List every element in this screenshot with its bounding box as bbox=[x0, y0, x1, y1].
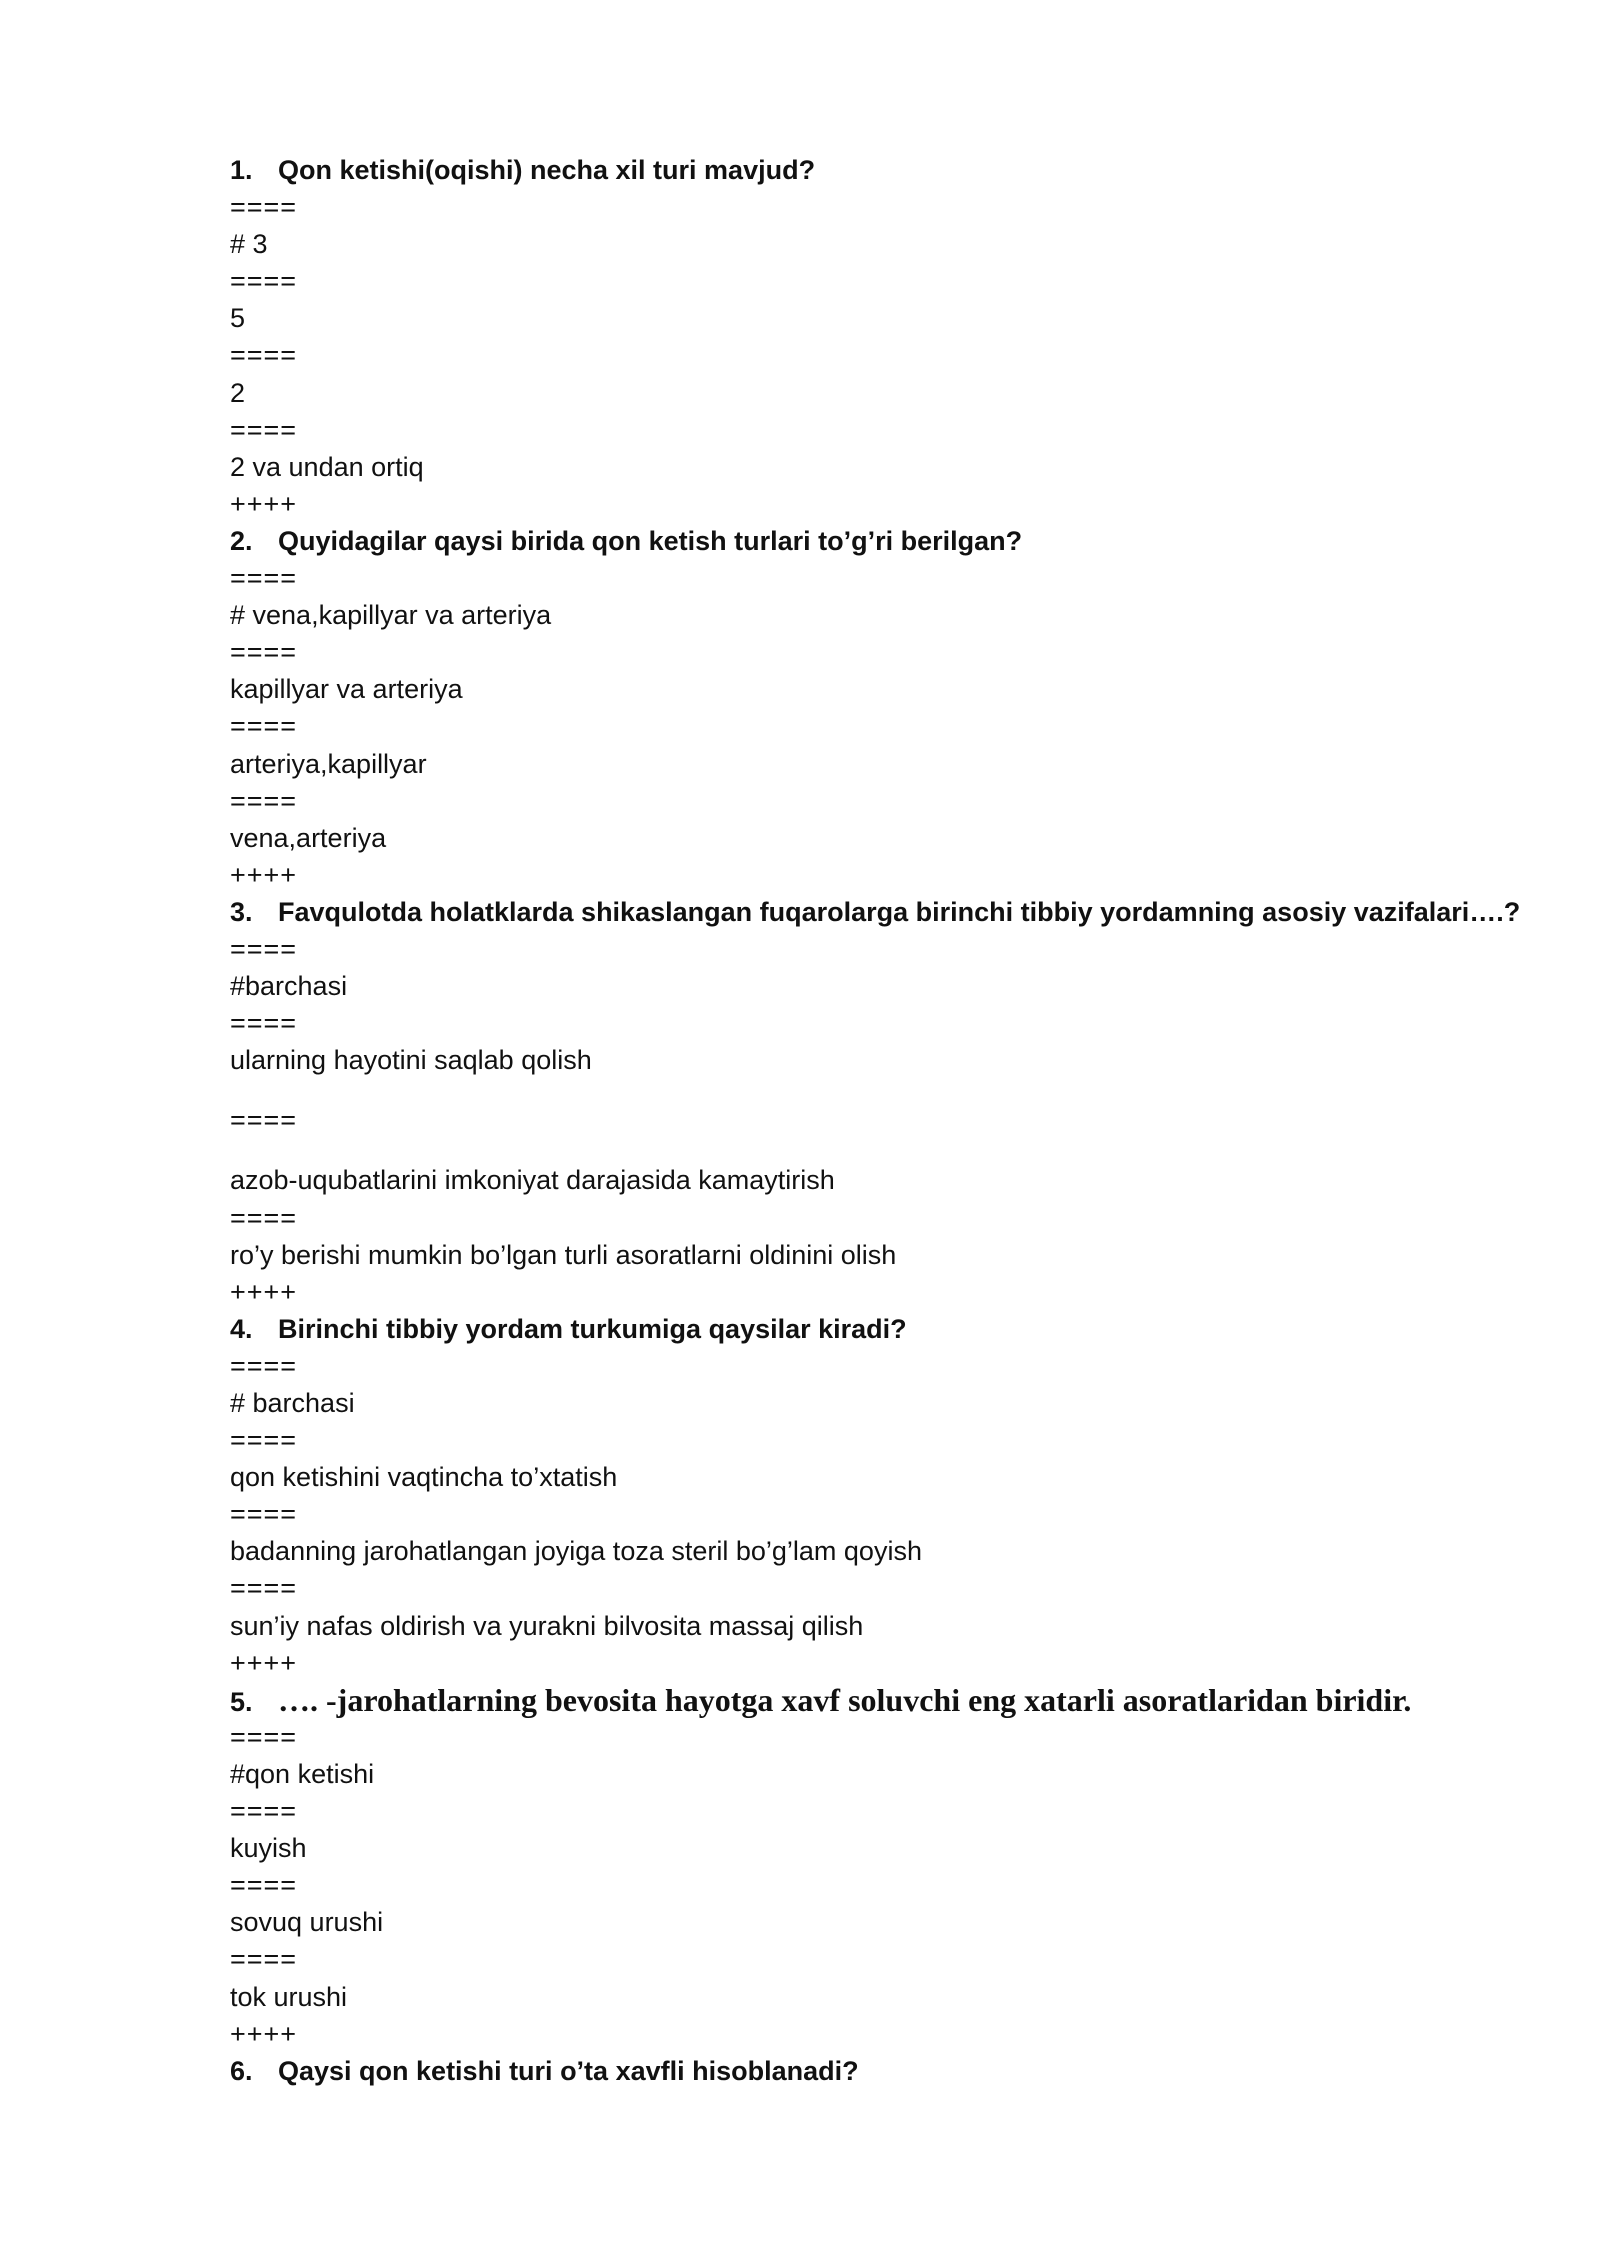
answer-option: kapillyar va arteriya bbox=[230, 674, 463, 705]
answer-option: sovuq urushi bbox=[230, 1907, 384, 1938]
answer-option: badanning jarohatlangan joyiga toza steril bo’g’lam qoyish bbox=[230, 1536, 922, 1567]
question-text: Qaysi qon ketishi turi o’ta xavfli hisoblanadi? bbox=[278, 2055, 859, 2086]
question-1 bbox=[230, 152, 1470, 189]
question-number: 5. bbox=[230, 1686, 253, 1717]
end-marker: ++++ bbox=[230, 488, 298, 519]
separator: ==== bbox=[230, 1796, 298, 1827]
separator: ==== bbox=[230, 1944, 298, 1975]
question-text: Quyidagilar qaysi birida qon ketish turlari to’g’ri berilgan? bbox=[278, 525, 1023, 556]
separator: ==== bbox=[230, 340, 298, 371]
answer-option: azob-uqubatlarini imkoniyat darajasida kamaytirish bbox=[230, 1165, 835, 1196]
answer-option: kuyish bbox=[230, 1833, 307, 1864]
answer-option: qon ketishini vaqtincha to’xtatish bbox=[230, 1462, 618, 1493]
answer-option: 5 bbox=[230, 303, 246, 334]
separator: ==== bbox=[230, 1202, 298, 1233]
answer-option: # barchasi bbox=[230, 1388, 355, 1418]
question-6 bbox=[230, 2053, 1470, 2090]
answer-option: 2 bbox=[230, 377, 246, 408]
separator: ==== bbox=[230, 1425, 298, 1456]
answer-option: tok urushi bbox=[230, 1981, 348, 2012]
separator: ==== bbox=[230, 1870, 298, 1901]
answer-option: ularning hayotini saqlab qolish bbox=[230, 1045, 592, 1076]
end-marker: ++++ bbox=[230, 1276, 298, 1307]
separator: ==== bbox=[230, 192, 298, 223]
question-text: …. -jarohatlarning bevosita hayotga xavf soluvchi eng xatarli asoratlaridan biridir. bbox=[278, 1681, 1412, 1718]
question-number: 3. bbox=[230, 896, 253, 927]
question-text: Qon ketishi(oqishi) necha xil turi mavjud? bbox=[278, 155, 816, 185]
answer-option: arteriya,kapillyar bbox=[230, 748, 427, 779]
separator: ==== bbox=[230, 1573, 298, 1604]
question-number: 6. bbox=[230, 2055, 253, 2086]
question-4 bbox=[230, 1311, 1470, 1348]
answer-option: # vena,kapillyar va arteriya bbox=[230, 600, 552, 631]
separator: ==== bbox=[230, 711, 298, 742]
question-2 bbox=[230, 523, 1470, 560]
separator: ==== bbox=[230, 785, 298, 816]
separator: ==== bbox=[230, 1350, 298, 1381]
question-text: Birinchi tibbiy yordam turkumiga qaysilar kiradi? bbox=[278, 1313, 907, 1344]
answer-option: vena,arteriya bbox=[230, 822, 387, 853]
answer-option: #qon ketishi bbox=[230, 1758, 375, 1789]
answer-option: # 3 bbox=[230, 229, 268, 260]
separator: ==== bbox=[230, 1105, 298, 1136]
separator: ==== bbox=[230, 933, 298, 964]
question-3 bbox=[230, 894, 1521, 931]
question-number: 4. bbox=[230, 1313, 253, 1344]
question-list bbox=[230, 152, 1521, 2090]
separator: ==== bbox=[230, 563, 298, 594]
paragraph-gap bbox=[230, 1079, 1470, 1102]
question-5 bbox=[230, 1682, 1470, 1719]
separator: ==== bbox=[230, 1008, 298, 1039]
end-marker: ++++ bbox=[230, 1647, 298, 1678]
separator: ==== bbox=[230, 414, 298, 445]
separator: ==== bbox=[230, 266, 298, 297]
separator: ==== bbox=[230, 637, 298, 668]
question-number: 1. bbox=[230, 155, 253, 185]
end-marker: ++++ bbox=[230, 2018, 298, 2049]
separator: ==== bbox=[230, 1721, 298, 1752]
answer-option: ro’y berishi mumkin bo’lgan turli asoratlarni oldinini olish bbox=[230, 1239, 897, 1270]
paragraph-gap bbox=[230, 1139, 1470, 1162]
separator: ==== bbox=[230, 1499, 298, 1530]
answer-option: 2 va undan ortiq bbox=[230, 451, 424, 482]
answer-option: #barchasi bbox=[230, 971, 348, 1002]
answer-option: sun’iy nafas oldirish va yurakni bilvosita massaj qilish bbox=[230, 1610, 864, 1641]
end-marker: ++++ bbox=[230, 859, 298, 890]
question-text: Favqulotda holatklarda shikaslangan fuqarolarga birinchi tibbiy yordamning asosiy vazifalari….? bbox=[278, 896, 1521, 927]
question-number: 2. bbox=[230, 525, 253, 556]
